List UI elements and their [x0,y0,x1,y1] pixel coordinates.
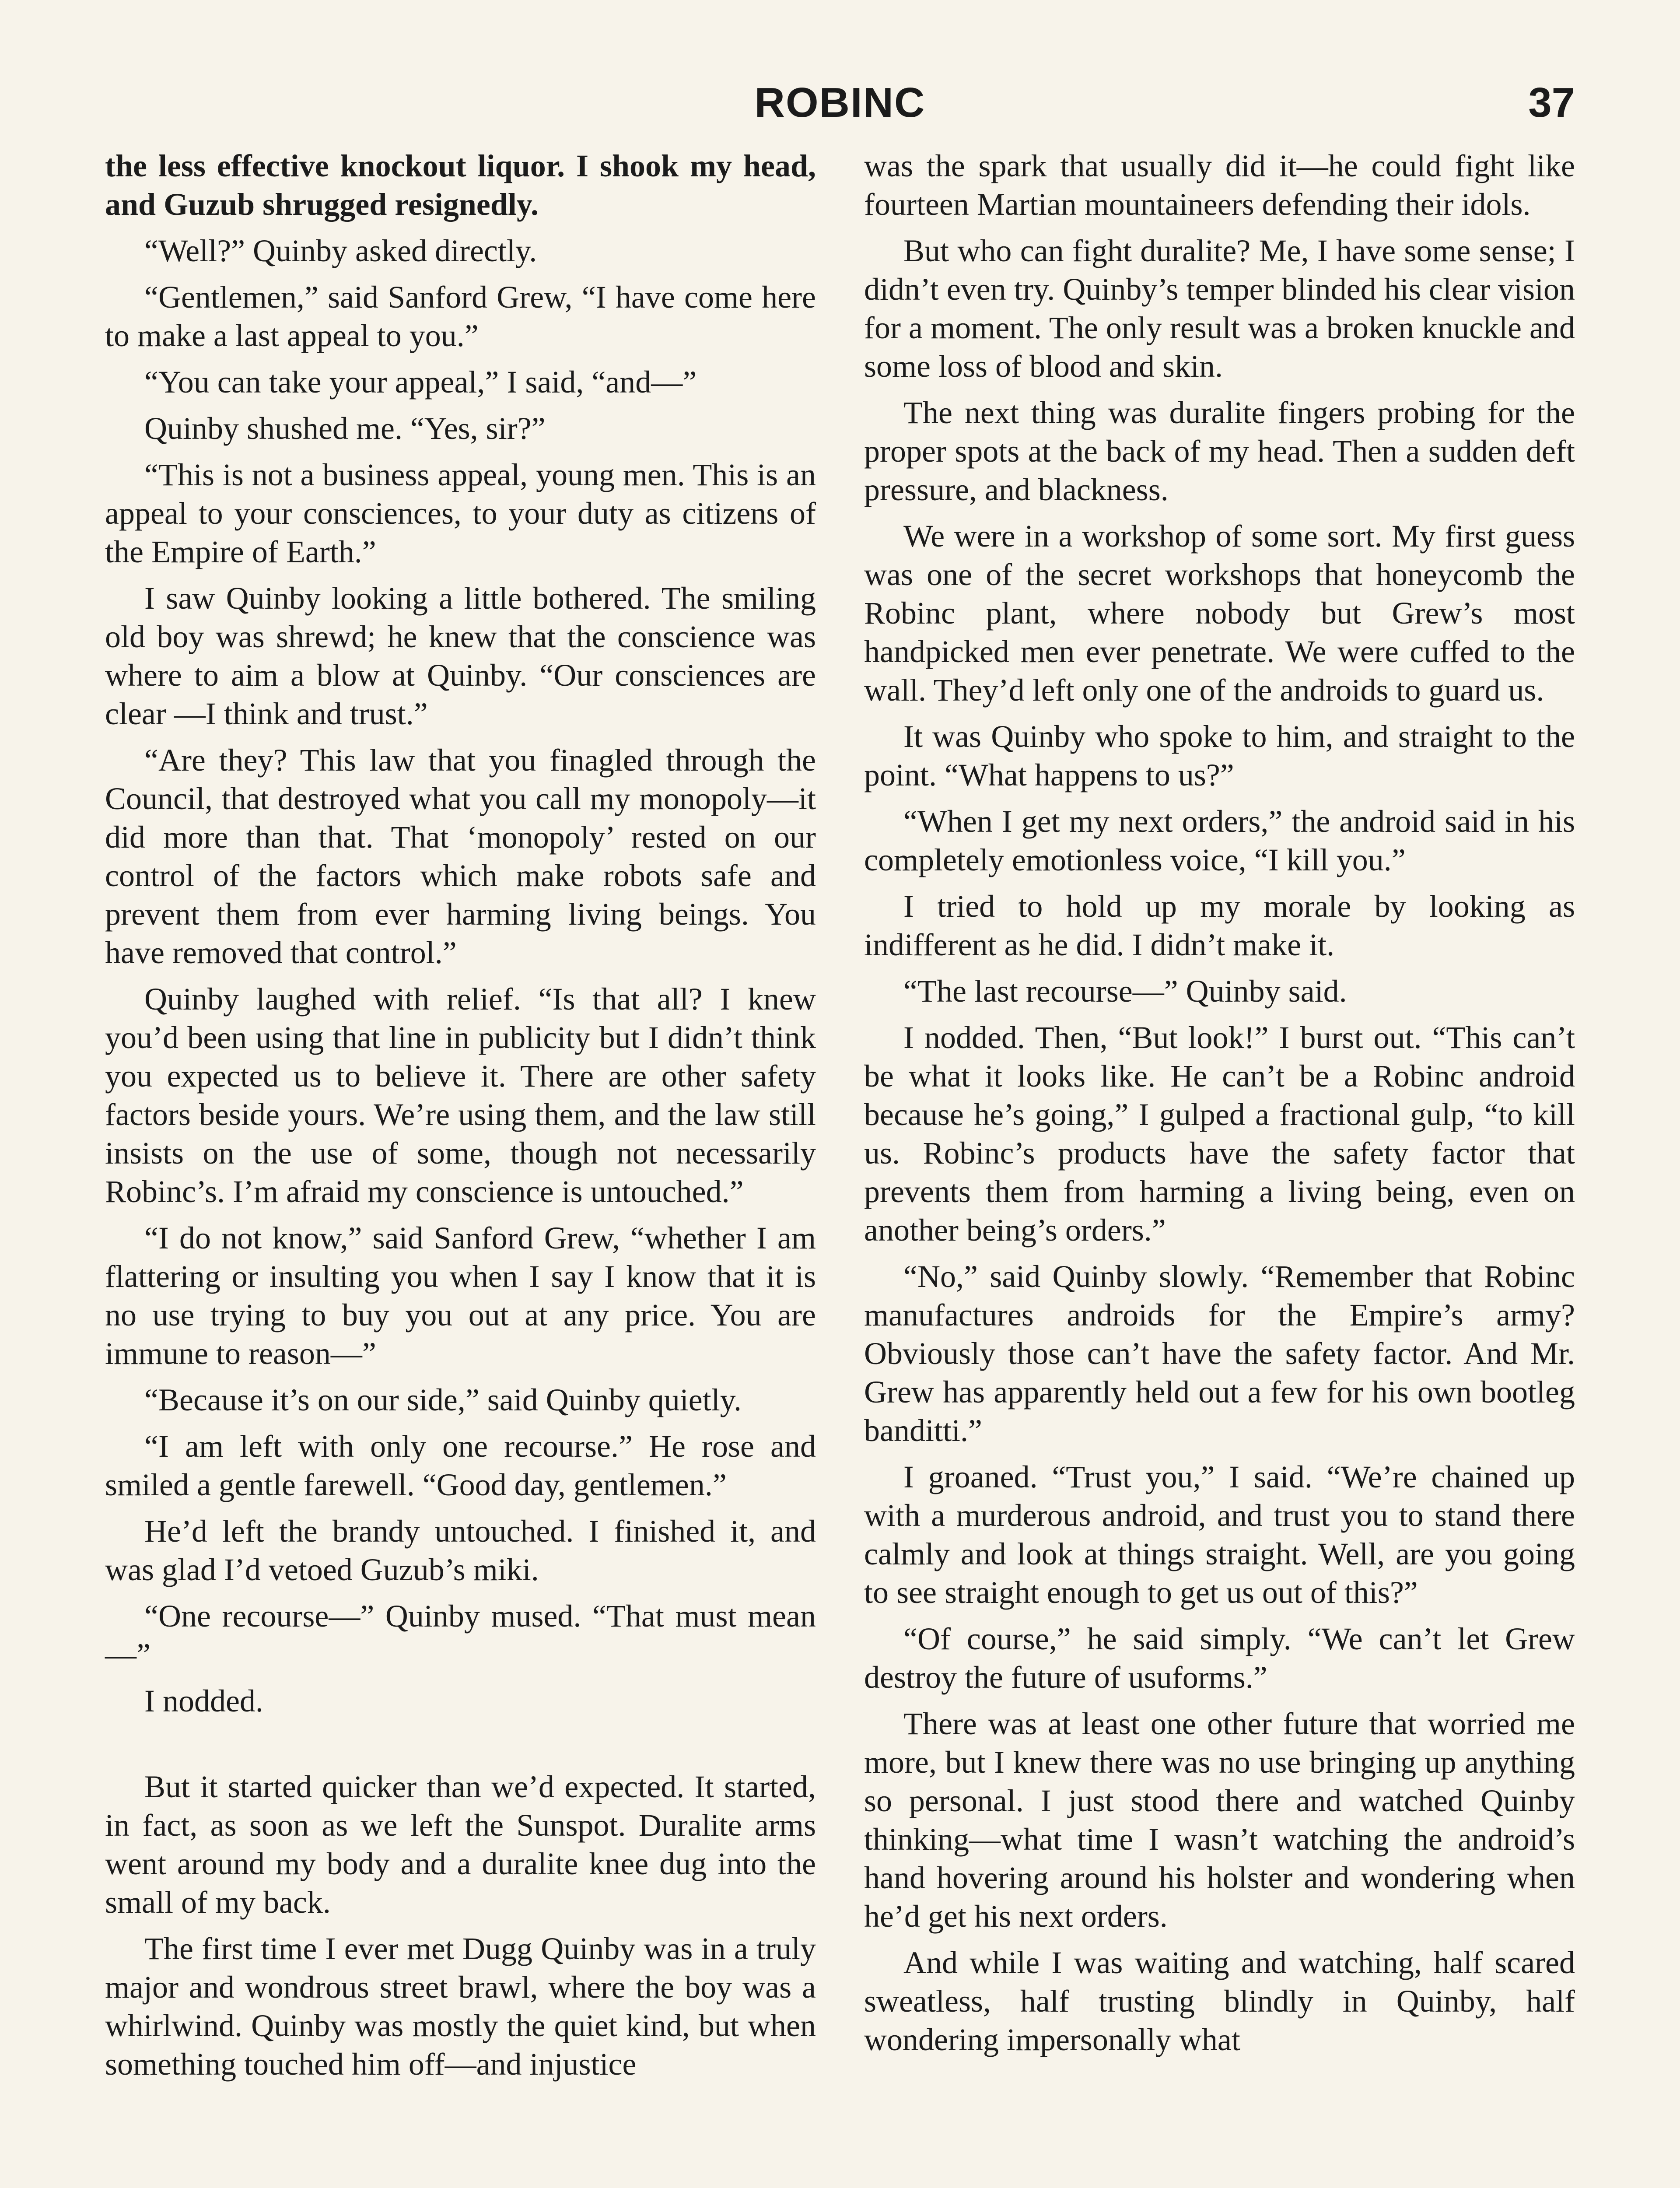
paragraph: “I do not know,” said Sanford Grew, “whether I am flattering or insulting you when I say I know that it is no use trying to buy you out at any price. You are immune to reason—” [105,1220,816,1371]
scene-break [105,1728,816,1767]
paragraph: was the spark that usually did it—he could fight like fourteen Martian mountaineers defending their idols. [864,148,1575,222]
paragraph: I nodded. [144,1683,263,1718]
paragraph: the less effective knockout liquor. I shook my head, and Guzub shrugged resignedly. [105,148,816,222]
paragraph: It was Quinby who spoke to him, and straight to the point. “What happens to us?” [864,719,1575,792]
paragraph: We were in a workshop of some sort. My first guess was one of the secret workshops that honeycomb the Robinc plant, where nobody but Grew’s most handpicked men ever penetrate. We were cuffed to the wall. They’d left only one of the androids to guard us. [864,519,1575,708]
paragraph: I groaned. “Trust you,” I said. “We’re chained up with a murderous android, and trust you to stand there calmly and look at things straight. Well, are you going to see straight enough to get us out of this?” [864,1459,1575,1610]
paragraph: There was at least one other future that worried me more, but I knew there was no use bringing up anything so personal. I just stood there and watched Quinby thinking—what time I wasn’t watching the android’s hand hovering around his holster and wondering when he’d get his next orders. [864,1706,1575,1934]
page-header [105,79,1575,140]
paragraph: “You can take your appeal,” I said, “and—” [144,365,697,400]
paragraph: But it started quicker than we’d expected. It started, in fact, as soon as we left the Sunspot. Duralite arms went around my body and a duralite knee dug into the small of my back. [105,1769,816,1920]
text-columns [105,147,1575,2188]
paragraph: “Because it’s on our side,” said Quinby quietly. [144,1382,742,1417]
paragraph: Quinby laughed with relief. “Is that all? I knew you’d been using that line in publicity but I didn’t think you expected us to believe it. There are other safety factors beside yours. We’re using them, and the law still insists on the use of some, though not necessarily Robinc’s. I’m afraid my conscience is untouched.” [105,982,816,1209]
page-number: 37 [1528,79,1575,126]
paragraph: “Are they? This law that you finagled through the Council, that destroyed what you call my monopoly—it did more than that. That ‘monopoly’ rested on our control of the factors which make robots safe and prevent them from ever harming living beings. You have removed that control.” [105,743,816,970]
paragraph: Quinby shushed me. “Yes, sir?” [144,411,546,446]
right-column [864,147,1575,2188]
paragraph: “No,” said Quinby slowly. “Remember that Robinc manufactures androids for the Empire’s army? Obviously those can’t have the safety factor. And Mr. Grew has apparently held out a few for his own bootleg banditti.” [864,1259,1575,1448]
paragraph: “The last recourse—” Quinby said. [903,974,1347,1009]
paragraph: “Gentlemen,” said Sanford Grew, “I have come here to make a last appeal to you.” [105,280,816,353]
paragraph: “This is not a business appeal, young men. This is an appeal to your consciences, to your duty as citizens of the Empire of Earth.” [105,457,816,569]
running-title: ROBINC [754,79,926,126]
paragraph: I saw Quinby looking a little bothered. The smiling old boy was shrewd; he knew that the conscience was where to aim a blow at Quinby. “Our consciences are clear —I think and trust.” [105,581,816,731]
paragraph: “Well?” Quinby asked directly. [144,233,537,268]
paragraph: The first time I ever met Dugg Quinby was in a truly major and wondrous street brawl, where the boy was a whirlwind. Quinby was mostly the quiet kind, but when something touched him off—and injustice [105,1931,816,2082]
paragraph: “One recourse—” Quinby mused. “That must mean—” [105,1599,816,1672]
paragraph: And while I was waiting and watching, half scared sweatless, half trusting blindly in Quinby, half wondering impersonally what [864,1945,1575,2057]
left-column [105,147,816,2188]
paragraph: But who can fight duralite? Me, I have some sense; I didn’t even try. Quinby’s temper blinded his clear vision for a moment. The only result was a broken knuckle and some loss of blood and skin. [864,233,1575,384]
paragraph: “When I get my next orders,” the android said in his completely emotionless voice, “I kill you.” [864,804,1575,877]
paragraph: The next thing was duralite fingers probing for the proper spots at the back of my head. Then a sudden deft pressure, and blackness. [864,395,1575,507]
paragraph: “I am left with only one recourse.” He rose and smiled a gentle farewell. “Good day, gentlemen.” [105,1429,816,1502]
paragraph: He’d left the brandy untouched. I finished it, and was glad I’d vetoed Guzub’s miki. [105,1514,816,1587]
paragraph: I tried to hold up my morale by looking as indifferent as he did. I didn’t make it. [864,889,1575,962]
paragraph: “Of course,” he said simply. “We can’t let Grew destroy the future of usuforms.” [864,1621,1575,1695]
paragraph: I nodded. Then, “But look!” I burst out. “This can’t be what it looks like. He can’t be a Robinc android because he’s going,” I gulped a fractional gulp, “to kill us. Robinc’s products have the safety factor that prevents them from harming a living being, even on another being’s orders.” [864,1020,1575,1248]
